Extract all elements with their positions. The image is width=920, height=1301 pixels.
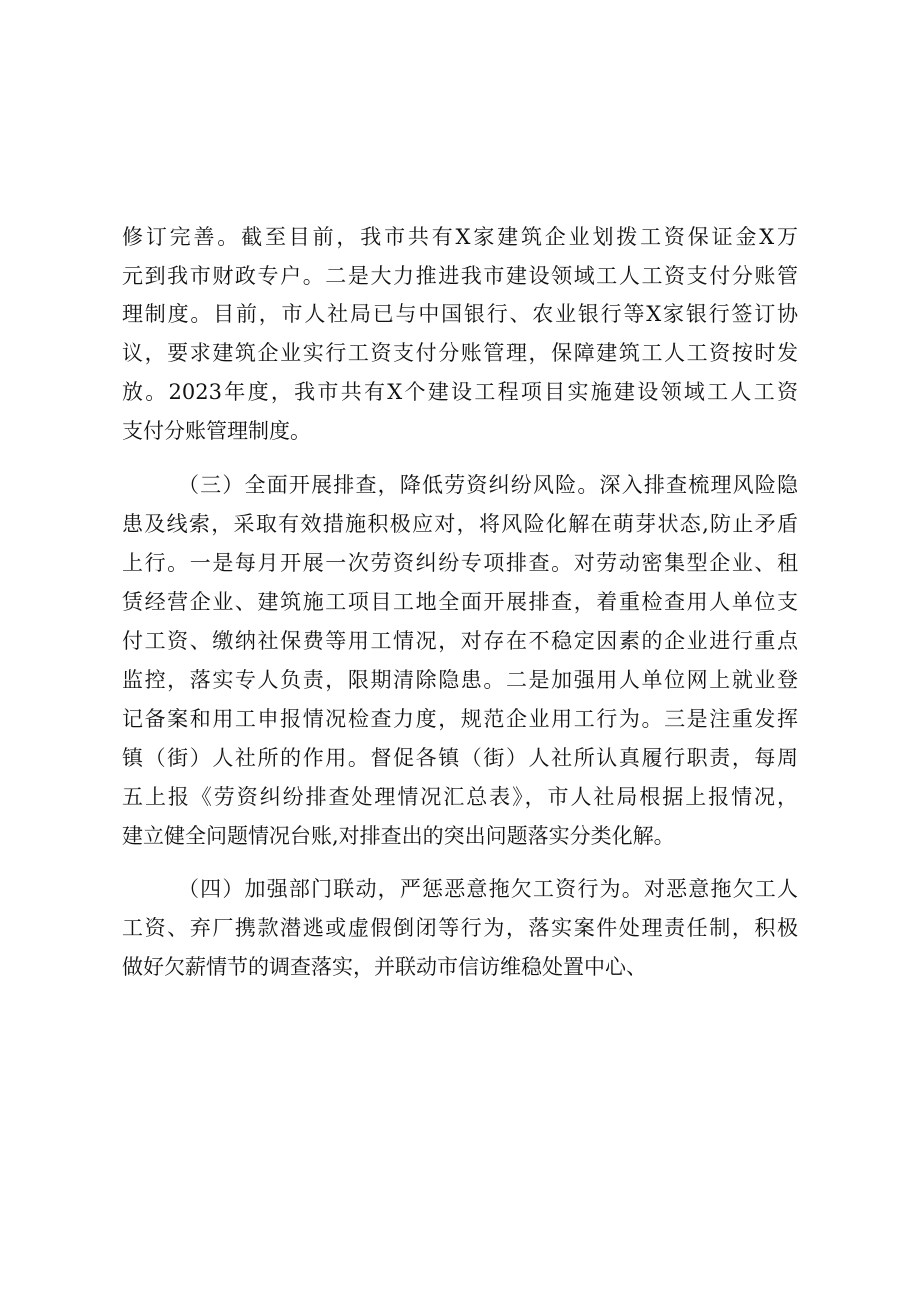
paragraph-line: 放。2023年度，我市共有X个建设工程项目实施建设领域工人工资	[122, 380, 798, 404]
paragraph-line: 患及线索，采取有效措施积极应对，将风险化解在萌芽状态,防止矛盾	[122, 512, 798, 536]
paragraph-line: （四）加强部门联动，严惩恶意拖欠工资行为。对恶意拖欠工人	[178, 877, 798, 901]
paragraph-line: 工资、弃厂携款潜逃或虚假倒闭等行为，落实案件处理责任制，积极	[122, 916, 798, 940]
paragraph-line: 修订完善。截至目前，我市共有X家建筑企业划拨工资保证金X万	[122, 225, 798, 249]
paragraph-line: 做好欠薪情节的调查落实，并联动市信访维稳处置中心、	[122, 955, 647, 979]
paragraph-line: （三）全面开展排查，降低劳资纠纷风险。深入排查梳理风险隐	[178, 473, 798, 497]
paragraph-line: 五上报《劳资纠纷排查处理情况汇总表》，市人社局根据上报情况，	[122, 785, 798, 809]
paragraph-line: 监控，落实专人负责，限期清除隐患。二是加强用人单位网上就业登	[122, 668, 798, 692]
paragraph-line: 理制度。目前，市人社局已与中国银行、农业银行等X家银行签订协	[122, 302, 798, 326]
paragraph-line: 上行。一是每月开展一次劳资纠纷专项排查。对劳动密集型企业、租	[122, 551, 798, 575]
paragraph-line: 建立健全问题情况台账,对排查出的突出问题落实分类化解。	[122, 824, 675, 848]
paragraph-line: 议，要求建筑企业实行工资支付分账管理，保障建筑工人工资按时发	[122, 341, 798, 365]
paragraph-line: 记备案和用工申报情况检查力度，规范企业用工行为。三是注重发挥	[122, 707, 798, 731]
paragraph-line: 赁经营企业、建筑施工项目工地全面开展排查，着重检查用人单位支	[122, 590, 798, 614]
paragraph-line: 付工资、缴纳社保费等用工情况，对存在不稳定因素的企业进行重点	[122, 629, 798, 653]
paragraph-line: 元到我市财政专户。二是大力推进我市建设领域工人工资支付分账管	[122, 264, 798, 288]
paragraph-line: 镇（街）人社所的作用。督促各镇（街）人社所认真履行职责，每周	[122, 746, 798, 770]
paragraph-line: 支付分账管理制度。	[122, 419, 311, 443]
